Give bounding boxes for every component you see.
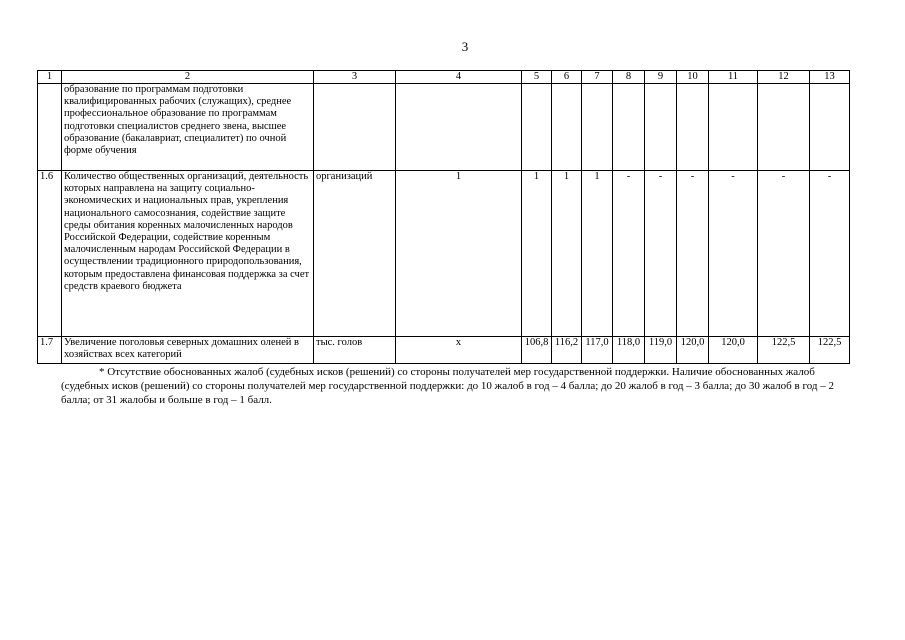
unit-cell: организаций (314, 171, 396, 337)
header-cell: 7 (582, 71, 613, 84)
value-cell: - (810, 171, 850, 337)
header-cell: 12 (758, 71, 810, 84)
header-cell: 10 (677, 71, 709, 84)
header-cell: 6 (552, 71, 582, 84)
value-cell: 118,0 (613, 337, 645, 364)
value-cell: 120,0 (709, 337, 758, 364)
value-cell: 120,0 (677, 337, 709, 364)
value-cell: 122,5 (810, 337, 850, 364)
value-cell (522, 84, 552, 171)
page-number: 3 (461, 39, 469, 54)
value-cell (552, 84, 582, 171)
row-number: 1.7 (38, 337, 62, 364)
indicator-name: Количество общественных организаций, деятельность которых направлена на защиту социально-экономических и национальных прав, укрепления национального самосознания, содействие защите среды обитания коренных малочисленных народов Российской Федерации, содействие коренным малочисленным народам Российской Федерации в осуществлении традиционного природопользования, которым предоставлена финансовая поддержка за счет средств краевого бюджета (62, 171, 314, 337)
header-cell: 11 (709, 71, 758, 84)
value-cell: - (613, 171, 645, 337)
base-value-cell: 1 (396, 171, 522, 337)
value-cell: 117,0 (582, 337, 613, 364)
value-cell: 1 (582, 171, 613, 337)
header-cell: 4 (396, 71, 522, 84)
header-cell: 3 (314, 71, 396, 84)
table-row (38, 171, 850, 337)
value-cell (709, 84, 758, 171)
table-row (38, 337, 850, 364)
value-cell: - (677, 171, 709, 337)
header-cell: 13 (810, 71, 850, 84)
unit-cell: тыс. голов (314, 337, 396, 364)
value-cell: 1 (522, 171, 552, 337)
value-cell (758, 84, 810, 171)
indicator-name: образование по программам подготовки квалифицированных рабочих (служащих), среднее профессиональное образование по программам подготовки специалистов среднего звена, высшее образование (бакалавриат, специалитет) по очной форме обучения (62, 84, 314, 171)
value-cell (810, 84, 850, 171)
value-cell: - (758, 171, 810, 337)
value-cell: 119,0 (645, 337, 677, 364)
value-cell: 116,2 (552, 337, 582, 364)
header-cell: 1 (38, 71, 62, 84)
row-number: 1.6 (38, 171, 62, 337)
base-value-cell: х (396, 337, 522, 364)
indicators-table (37, 70, 850, 364)
table-header-row (38, 71, 850, 84)
row-number (38, 84, 62, 171)
value-cell: 1 (552, 171, 582, 337)
indicator-name: Увеличение поголовья северных домашних оленей в хозяйствах всех категорий (62, 337, 314, 364)
header-cell: 9 (645, 71, 677, 84)
footnote: * Отсутствие обоснованных жалоб (судебных исков (решений) со стороны получателей мер государственной поддержки. Наличие обоснованных жалоб (судебных исков (решений) со стороны получателей мер государственной поддержки: до 10 жалоб в год – 4 балла; до 20 жалоб в год – 3 балла; до 30 жалоб в год – 2 балла; от 31 жалобы и больше в год – 1 балл. (61, 366, 834, 406)
header-cell: 2 (62, 71, 314, 84)
base-value-cell (396, 84, 522, 171)
value-cell: - (645, 171, 677, 337)
value-cell (613, 84, 645, 171)
unit-cell (314, 84, 396, 171)
value-cell: 106,8 (522, 337, 552, 364)
header-cell: 8 (613, 71, 645, 84)
value-cell: 122,5 (758, 337, 810, 364)
table-row (38, 84, 850, 171)
header-cell: 5 (522, 71, 552, 84)
value-cell (582, 84, 613, 171)
value-cell (677, 84, 709, 171)
value-cell: - (709, 171, 758, 337)
value-cell (645, 84, 677, 171)
